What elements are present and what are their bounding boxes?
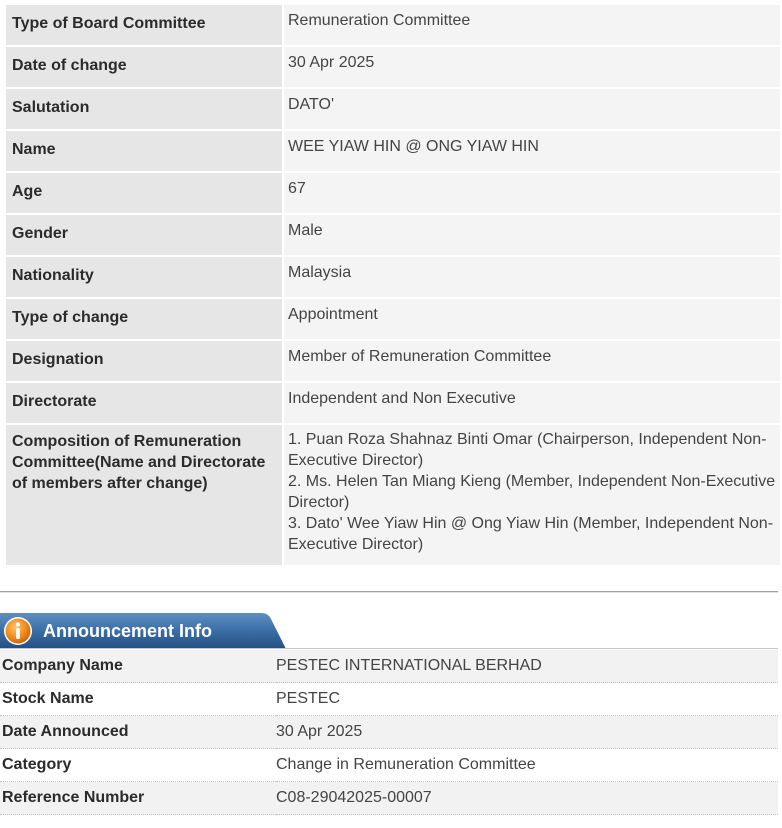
info-value: PESTEC [276,683,778,716]
composition-member: 1. Puan Roza Shahnaz Binti Omar (Chairperson, Independent Non-Executive Director) [288,431,767,469]
committee-details-table [4,3,782,567]
header-baseline [0,648,778,649]
detail-label: Date of change [6,47,282,87]
info-value: 30 Apr 2025 [276,716,778,749]
detail-value: Malaysia [284,257,780,297]
detail-row [6,89,780,129]
announcement-info-header [0,613,778,649]
composition-value [284,425,780,565]
detail-value: Appointment [284,299,780,339]
detail-label: Gender [6,215,282,255]
detail-value: DATO' [284,89,780,129]
info-value: C08-29042025-00007 [276,782,778,815]
detail-row [6,299,780,339]
detail-label: Designation [6,341,282,381]
detail-label: Name [6,131,282,171]
info-label: Category [0,749,276,782]
detail-label: Nationality [6,257,282,297]
info-label: Company Name [0,650,276,683]
info-row [0,650,778,683]
detail-row [6,341,780,381]
detail-value: 67 [284,173,780,213]
detail-label: Directorate [6,383,282,423]
info-value: PESTEC INTERNATIONAL BERHAD [276,650,778,683]
detail-value: Independent and Non Executive [284,383,780,423]
detail-row [6,173,780,213]
detail-row [6,131,780,171]
info-label: Reference Number [0,782,276,815]
detail-label: Type of Board Committee [6,5,282,45]
detail-row [6,47,780,87]
detail-value: Remuneration Committee [284,5,780,45]
detail-label: Type of change [6,299,282,339]
detail-row [6,383,780,423]
announcement-info-tab [0,613,286,649]
detail-row [6,257,780,297]
composition-member: 2. Ms. Helen Tan Miang Kieng (Member, Independent Non-Executive Director) [288,473,776,511]
section-divider [0,591,778,593]
info-icon [3,616,33,646]
detail-value: Male [284,215,780,255]
composition-member: 3. Dato' Wee Yiaw Hin @ Ong Yiaw Hin (Member, Independent Non-Executive Director) [288,515,774,553]
announcement-info-table [0,650,778,815]
info-label: Stock Name [0,683,276,716]
info-row [0,683,778,716]
info-label: Date Announced [0,716,276,749]
composition-row [6,425,780,565]
info-row [0,782,778,815]
detail-label: Age [6,173,282,213]
detail-value: Member of Remuneration Committee [284,341,780,381]
info-row [0,749,778,782]
info-row [0,716,778,749]
info-value: Change in Remuneration Committee [276,749,778,782]
composition-label: Composition of Remuneration Committee(Name and Directorate of members after change) [6,425,282,565]
announcement-info-title: Announcement Info [43,621,212,641]
detail-value: 30 Apr 2025 [284,47,780,87]
detail-row [6,5,780,45]
detail-value: WEE YIAW HIN @ ONG YIAW HIN [284,131,780,171]
detail-label: Salutation [6,89,282,129]
detail-row [6,215,780,255]
